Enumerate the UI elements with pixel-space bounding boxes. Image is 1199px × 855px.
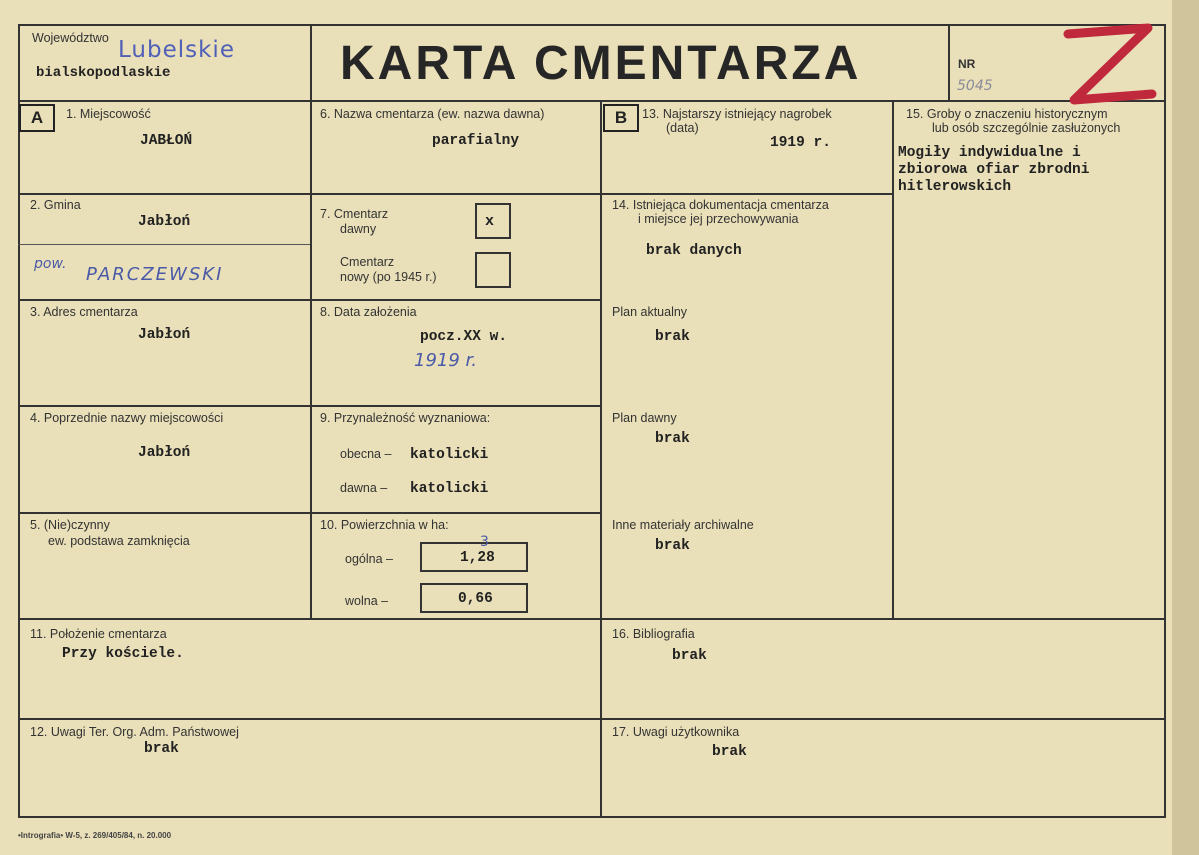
przynaleznosc-label: 9. Przynależność wyznaniowa: bbox=[320, 411, 491, 425]
czynny-label: 5. (Nie)czynny bbox=[30, 518, 110, 532]
row-6-divider bbox=[18, 718, 1166, 720]
letter-mark-text bbox=[1060, 20, 1061, 21]
cmentarz-dawny-checkbox bbox=[475, 203, 511, 239]
row-2-divider bbox=[18, 299, 601, 301]
miejscowosc-value: JABŁOŃ bbox=[140, 133, 193, 149]
nazwa-label: 6. Nazwa cmentarza (ew. nazwa dawna) bbox=[320, 107, 545, 121]
polozenie-value: Przy kościele. bbox=[62, 646, 184, 662]
powiat-prefix: pow. bbox=[34, 256, 67, 272]
dokumentacja-value: brak danych bbox=[646, 243, 742, 259]
gmina-value: Jabłoń bbox=[138, 214, 191, 230]
row-1-divider bbox=[18, 193, 601, 195]
groby-label-1: 15. Groby o znaczeniu historycznym bbox=[906, 107, 1108, 121]
section-b-letter: B bbox=[603, 104, 639, 132]
cmentarz-nowy-label-2: nowy (po 1945 r.) bbox=[340, 270, 437, 284]
adres-label: 3. Adres cmentarza bbox=[30, 305, 138, 319]
miejscowosc-label: 1. Miejscowość bbox=[66, 107, 151, 121]
uwagi-ter-label: 12. Uwagi Ter. Org. Adm. Państwowej bbox=[30, 725, 239, 739]
gmina-subdivider bbox=[18, 244, 310, 245]
plan-aktualny-value: brak bbox=[655, 329, 690, 345]
gmina-label: 2. Gmina bbox=[30, 198, 81, 212]
groby-label-2: lub osób szczególnie zasłużonych bbox=[932, 121, 1121, 135]
card-edge bbox=[1172, 0, 1199, 855]
row-4-divider bbox=[18, 512, 601, 514]
dokumentacja-label-2: i miejsce jej przechowywania bbox=[638, 212, 799, 226]
col-divider-2 bbox=[600, 100, 602, 818]
nagrobek-label-1: 13. Najstarszy istniejący nagrobek bbox=[642, 107, 832, 121]
dokumentacja-label-1: 14. Istniejąca dokumentacja cmentarza bbox=[612, 198, 829, 212]
row-5-divider bbox=[18, 618, 1166, 620]
cmentarz-nowy-checkbox bbox=[475, 252, 511, 288]
wojewodztwo-typed: bialskopodlaskie bbox=[36, 65, 171, 81]
plan-dawny-value: brak bbox=[655, 431, 690, 447]
wolna-value: 0,66 bbox=[458, 591, 493, 607]
uwagi-uzytk-label: 17. Uwagi użytkownika bbox=[612, 725, 740, 739]
groby-value-2: zbiorowa ofiar zbrodni bbox=[898, 162, 1090, 178]
uwagi-ter-value: brak bbox=[144, 741, 179, 757]
ogolna-label: ogólna – bbox=[345, 552, 393, 566]
wojewodztwo-label: Województwo bbox=[32, 31, 109, 45]
poprzednie-label: 4. Poprzednie nazwy miejscowości bbox=[30, 411, 224, 425]
bibliografia-label: 16. Bibliografia bbox=[612, 627, 695, 641]
inne-value: brak bbox=[655, 538, 690, 554]
obecna-label: obecna – bbox=[340, 447, 392, 461]
powierzchnia-label: 10. Powierzchnia w ha: bbox=[320, 518, 449, 532]
ogolna-box bbox=[420, 534, 528, 572]
nazwa-value: parafialny bbox=[432, 133, 520, 149]
card-title: KARTA CMENTARZA bbox=[340, 37, 862, 90]
nagrobek-value: 1919 r. bbox=[770, 135, 831, 151]
wojewodztwo-stamp: Lubelskie bbox=[118, 37, 235, 63]
nr-label: NR bbox=[958, 57, 976, 71]
col-divider-3 bbox=[892, 100, 894, 618]
inne-label: Inne materiały archiwalne bbox=[612, 518, 754, 532]
ogolna-correction: 3 bbox=[480, 534, 489, 550]
bibliografia-value: brak bbox=[672, 648, 707, 664]
ogolna-value: 1,28 bbox=[460, 550, 495, 566]
nr-divider bbox=[948, 24, 950, 100]
cmentarz-dawny-mark: x bbox=[485, 213, 495, 230]
groby-value-1: Mogiły indywidualne i bbox=[898, 145, 1081, 161]
row-1b-divider bbox=[602, 193, 892, 195]
poprzednie-value: Jabłoń bbox=[138, 445, 191, 461]
row-3-divider bbox=[18, 405, 601, 407]
wolna-box bbox=[420, 583, 528, 613]
printer-imprint: •Intrografia• W-5, z. 269/405/84, n. 20.000 bbox=[18, 831, 172, 840]
red-z-mark bbox=[1060, 20, 1160, 110]
wolna-label: wolna – bbox=[345, 594, 389, 608]
groby-value-3: hitlerowskich bbox=[898, 179, 1012, 195]
dawna-value: katolicki bbox=[410, 481, 489, 497]
plan-dawny-label: Plan dawny bbox=[612, 411, 677, 425]
uwagi-uzytk-value: brak bbox=[712, 744, 747, 760]
obecna-value: katolicki bbox=[410, 447, 489, 463]
plan-aktualny-label: Plan aktualny bbox=[612, 305, 688, 319]
adres-value: Jabłoń bbox=[138, 327, 191, 343]
polozenie-label: 11. Położenie cmentarza bbox=[30, 627, 167, 641]
nr-value: 5045 bbox=[957, 78, 993, 94]
cmentarz-dawny-label: dawny bbox=[340, 222, 377, 236]
zamkniecie-label: ew. podstawa zamknięcia bbox=[48, 534, 190, 548]
dawna-label: dawna – bbox=[340, 481, 388, 495]
data-zalozenia-label: 8. Data założenia bbox=[320, 305, 417, 319]
cmentarz-label: 7. Cmentarz bbox=[320, 207, 389, 221]
data-zalozenia-value: pocz.XX w. bbox=[420, 329, 508, 345]
cmentarz-nowy-label-1: Cmentarz bbox=[340, 255, 395, 269]
data-zalozenia-hand: 1919 r. bbox=[414, 350, 477, 371]
powiat-value: PARCZEWSKI bbox=[86, 264, 224, 285]
section-a-letter: A bbox=[19, 104, 55, 132]
nagrobek-label-2: (data) bbox=[666, 121, 699, 135]
col-divider-1 bbox=[310, 24, 312, 618]
header-divider bbox=[18, 100, 1166, 102]
